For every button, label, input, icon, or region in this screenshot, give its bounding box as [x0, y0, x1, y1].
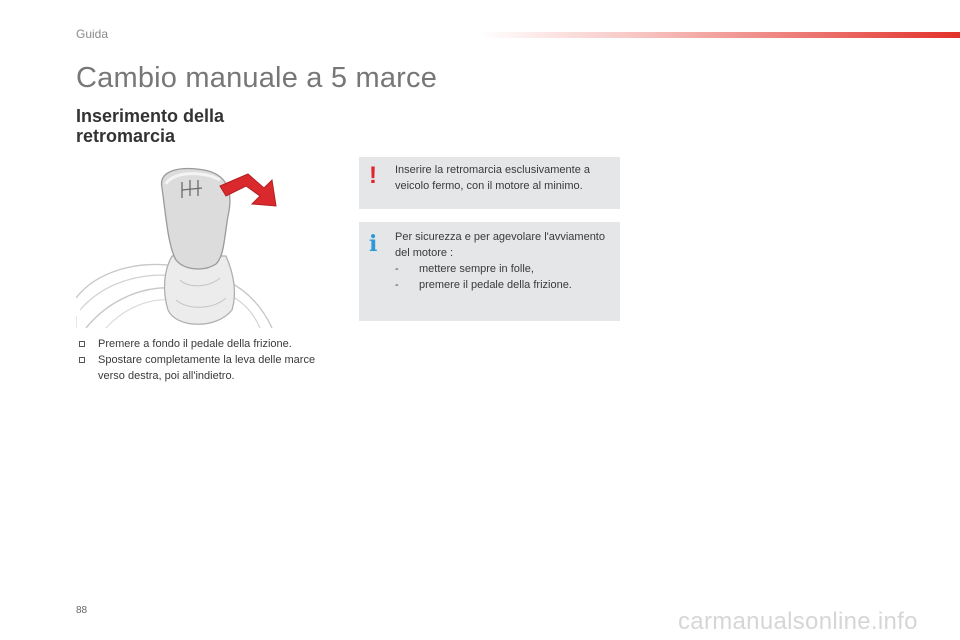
- info-icon: i: [369, 231, 378, 257]
- info-box: [359, 222, 620, 321]
- page-title: Cambio manuale a 5 marce: [76, 62, 438, 94]
- checkbox-marker-icon: [79, 341, 85, 347]
- header-accent-bar: [480, 32, 960, 38]
- watermark: carmanualsonline.info: [678, 608, 918, 635]
- list-item: [395, 261, 614, 277]
- checkbox-marker-icon: [79, 357, 85, 363]
- step-list: [76, 336, 326, 384]
- list-item: [395, 277, 614, 293]
- info-item-text: premere il pedale della frizione.: [419, 279, 572, 291]
- dash-bullet: -: [395, 279, 399, 291]
- warning-text: Inserire la retromarcia esclusivamente a veicolo fermo, con il motore al minimo.: [395, 164, 591, 192]
- dash-bullet: -: [395, 263, 399, 275]
- exclamation-icon: !: [369, 162, 377, 189]
- list-item: [76, 352, 326, 384]
- section-label: Guida: [76, 27, 109, 41]
- list-item: [76, 336, 326, 352]
- gear-lever-drawing: [76, 160, 280, 328]
- info-intro: Per sicurezza e per agevolare l'avviamento del motore :: [395, 231, 605, 259]
- step-text: Spostare completamente la leva delle marce verso destra, poi all'indietro.: [98, 354, 316, 382]
- warning-box: [359, 157, 620, 209]
- gear-shift-illustration: [76, 160, 280, 328]
- page-number: 88: [76, 605, 88, 616]
- info-item-text: mettere sempre in folle,: [419, 263, 534, 275]
- subtitle: Inserimento della retromarcia: [76, 106, 225, 146]
- step-text: Premere a fondo il pedale della frizione.: [98, 338, 292, 350]
